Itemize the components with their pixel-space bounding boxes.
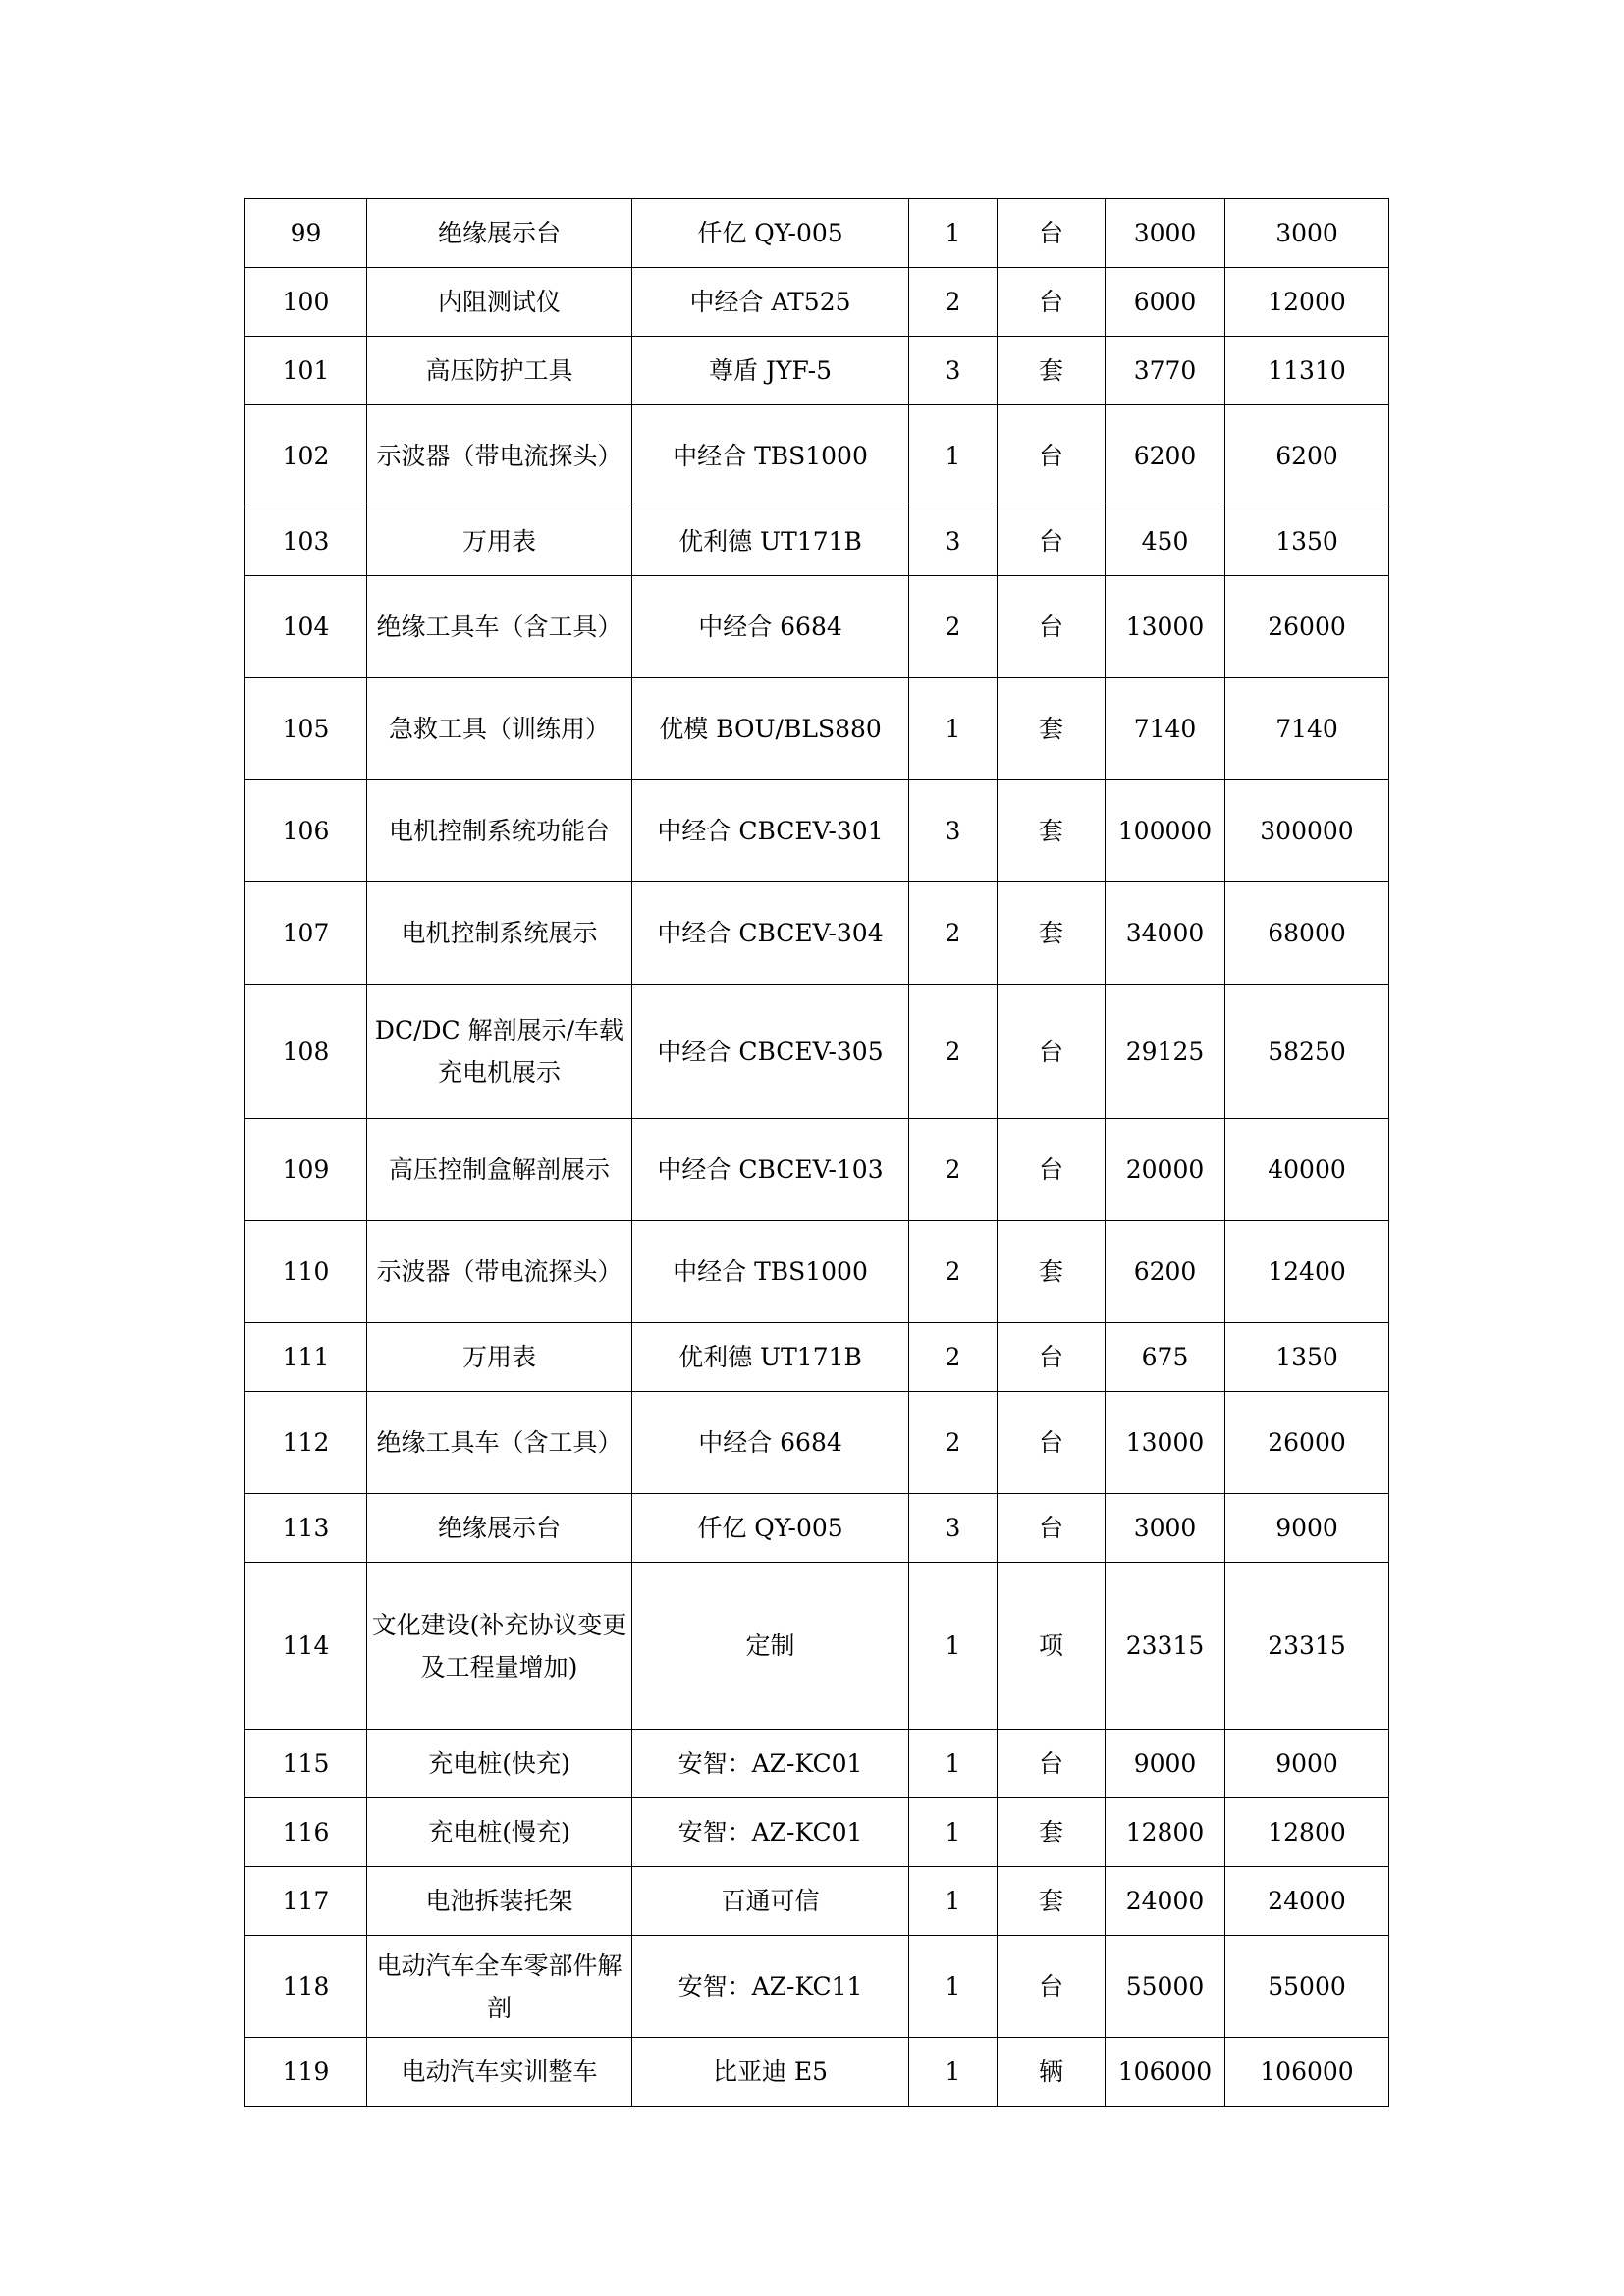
total-price-cell: 3000 bbox=[1225, 199, 1389, 268]
quantity-cell: 2 bbox=[909, 985, 998, 1119]
item-number-cell: 115 bbox=[245, 1730, 367, 1798]
brand-model-cell: 百通可信 bbox=[632, 1867, 909, 1936]
quantity-cell: 2 bbox=[909, 882, 998, 985]
total-price-cell: 12000 bbox=[1225, 268, 1389, 337]
item-name-cell: 绝缘工具车（含工具） bbox=[367, 576, 632, 678]
item-name-cell: 充电桩(快充) bbox=[367, 1730, 632, 1798]
brand-model-cell: 中经合 6684 bbox=[632, 576, 909, 678]
brand-model-cell: 定制 bbox=[632, 1563, 909, 1730]
unit-cell: 辆 bbox=[998, 2038, 1106, 2107]
item-number-cell: 114 bbox=[245, 1563, 367, 1730]
brand-model-cell: 比亚迪 E5 bbox=[632, 2038, 909, 2107]
total-price-cell: 12400 bbox=[1225, 1221, 1389, 1323]
unit-price-cell: 29125 bbox=[1106, 985, 1225, 1119]
item-number-cell: 103 bbox=[245, 507, 367, 576]
unit-price-cell: 23315 bbox=[1106, 1563, 1225, 1730]
quantity-cell: 1 bbox=[909, 1730, 998, 1798]
table-row bbox=[245, 1119, 1389, 1221]
table-row bbox=[245, 780, 1389, 882]
quantity-cell: 1 bbox=[909, 405, 998, 507]
unit-price-cell: 13000 bbox=[1106, 1392, 1225, 1494]
table-row bbox=[245, 882, 1389, 985]
unit-price-cell: 9000 bbox=[1106, 1730, 1225, 1798]
quantity-cell: 2 bbox=[909, 1119, 998, 1221]
item-name-cell: 高压防护工具 bbox=[367, 337, 632, 405]
unit-cell: 套 bbox=[998, 1221, 1106, 1323]
item-number-cell: 105 bbox=[245, 678, 367, 780]
quantity-cell: 3 bbox=[909, 337, 998, 405]
brand-model-cell: 中经合 CBCEV-103 bbox=[632, 1119, 909, 1221]
item-number-cell: 104 bbox=[245, 576, 367, 678]
table-row bbox=[245, 678, 1389, 780]
unit-price-cell: 3000 bbox=[1106, 199, 1225, 268]
brand-model-cell: 安智：AZ-KC01 bbox=[632, 1798, 909, 1867]
table-row bbox=[245, 576, 1389, 678]
unit-price-cell: 3000 bbox=[1106, 1494, 1225, 1563]
item-number-cell: 116 bbox=[245, 1798, 367, 1867]
unit-price-cell: 3770 bbox=[1106, 337, 1225, 405]
total-price-cell: 26000 bbox=[1225, 576, 1389, 678]
unit-cell: 套 bbox=[998, 882, 1106, 985]
item-name-cell: 高压控制盒解剖展示 bbox=[367, 1119, 632, 1221]
brand-model-cell: 中经合 CBCEV-304 bbox=[632, 882, 909, 985]
item-name-cell: 绝缘展示台 bbox=[367, 1494, 632, 1563]
item-number-cell: 99 bbox=[245, 199, 367, 268]
total-price-cell: 55000 bbox=[1225, 1936, 1389, 2038]
brand-model-cell: 中经合 CBCEV-301 bbox=[632, 780, 909, 882]
quantity-cell: 1 bbox=[909, 1798, 998, 1867]
item-name-cell: 万用表 bbox=[367, 507, 632, 576]
unit-price-cell: 20000 bbox=[1106, 1119, 1225, 1221]
unit-cell: 台 bbox=[998, 1730, 1106, 1798]
unit-price-cell: 106000 bbox=[1106, 2038, 1225, 2107]
unit-cell: 台 bbox=[998, 1936, 1106, 2038]
unit-price-cell: 450 bbox=[1106, 507, 1225, 576]
table-row bbox=[245, 405, 1389, 507]
total-price-cell: 24000 bbox=[1225, 1867, 1389, 1936]
unit-cell: 台 bbox=[998, 1119, 1106, 1221]
unit-cell: 台 bbox=[998, 199, 1106, 268]
unit-price-cell: 6000 bbox=[1106, 268, 1225, 337]
unit-cell: 台 bbox=[998, 1494, 1106, 1563]
brand-model-cell: 优模 BOU/BLS880 bbox=[632, 678, 909, 780]
unit-price-cell: 13000 bbox=[1106, 576, 1225, 678]
unit-cell: 台 bbox=[998, 576, 1106, 678]
item-number-cell: 106 bbox=[245, 780, 367, 882]
item-name-cell: 内阻测试仪 bbox=[367, 268, 632, 337]
unit-cell: 台 bbox=[998, 1323, 1106, 1392]
unit-cell: 套 bbox=[998, 337, 1106, 405]
item-number-cell: 108 bbox=[245, 985, 367, 1119]
unit-price-cell: 12800 bbox=[1106, 1798, 1225, 1867]
quantity-cell: 1 bbox=[909, 1936, 998, 2038]
quantity-cell: 2 bbox=[909, 1323, 998, 1392]
table-row bbox=[245, 199, 1389, 268]
brand-model-cell: 优利德 UT171B bbox=[632, 1323, 909, 1392]
table-row bbox=[245, 1494, 1389, 1563]
total-price-cell: 300000 bbox=[1225, 780, 1389, 882]
item-name-cell: 电机控制系统展示 bbox=[367, 882, 632, 985]
brand-model-cell: 仟亿 QY-005 bbox=[632, 199, 909, 268]
item-number-cell: 101 bbox=[245, 337, 367, 405]
item-name-cell: 充电桩(慢充) bbox=[367, 1798, 632, 1867]
table-row bbox=[245, 1323, 1389, 1392]
total-price-cell: 68000 bbox=[1225, 882, 1389, 985]
table-row bbox=[245, 985, 1389, 1119]
item-number-cell: 118 bbox=[245, 1936, 367, 2038]
item-number-cell: 111 bbox=[245, 1323, 367, 1392]
item-name-cell: 电机控制系统功能台 bbox=[367, 780, 632, 882]
brand-model-cell: 中经合 TBS1000 bbox=[632, 405, 909, 507]
item-name-cell: 电动汽车实训整车 bbox=[367, 2038, 632, 2107]
brand-model-cell: 优利德 UT171B bbox=[632, 507, 909, 576]
item-number-cell: 112 bbox=[245, 1392, 367, 1494]
item-name-cell: 万用表 bbox=[367, 1323, 632, 1392]
equipment-table bbox=[244, 198, 1389, 2107]
item-name-cell: 绝缘展示台 bbox=[367, 199, 632, 268]
item-name-cell: 电池拆装托架 bbox=[367, 1867, 632, 1936]
item-name-cell: 文化建设(补充协议变更及工程量增加) bbox=[367, 1563, 632, 1730]
total-price-cell: 23315 bbox=[1225, 1563, 1389, 1730]
quantity-cell: 3 bbox=[909, 780, 998, 882]
unit-price-cell: 100000 bbox=[1106, 780, 1225, 882]
brand-model-cell: 中经合 AT525 bbox=[632, 268, 909, 337]
table-row bbox=[245, 337, 1389, 405]
quantity-cell: 2 bbox=[909, 268, 998, 337]
total-price-cell: 58250 bbox=[1225, 985, 1389, 1119]
unit-cell: 台 bbox=[998, 268, 1106, 337]
unit-price-cell: 24000 bbox=[1106, 1867, 1225, 1936]
table-row bbox=[245, 1563, 1389, 1730]
total-price-cell: 106000 bbox=[1225, 2038, 1389, 2107]
item-number-cell: 110 bbox=[245, 1221, 367, 1323]
item-name-cell: 电动汽车全车零部件解剖 bbox=[367, 1936, 632, 2038]
table-row bbox=[245, 1867, 1389, 1936]
unit-cell: 台 bbox=[998, 1392, 1106, 1494]
quantity-cell: 2 bbox=[909, 576, 998, 678]
brand-model-cell: 仟亿 QY-005 bbox=[632, 1494, 909, 1563]
item-name-cell: DC/DC 解剖展示/车载充电机展示 bbox=[367, 985, 632, 1119]
quantity-cell: 1 bbox=[909, 1563, 998, 1730]
unit-price-cell: 675 bbox=[1106, 1323, 1225, 1392]
brand-model-cell: 中经合 6684 bbox=[632, 1392, 909, 1494]
unit-price-cell: 6200 bbox=[1106, 1221, 1225, 1323]
unit-cell: 台 bbox=[998, 507, 1106, 576]
table-row bbox=[245, 1392, 1389, 1494]
table-row bbox=[245, 2038, 1389, 2107]
table-row bbox=[245, 1730, 1389, 1798]
item-number-cell: 109 bbox=[245, 1119, 367, 1221]
unit-price-cell: 6200 bbox=[1106, 405, 1225, 507]
total-price-cell: 1350 bbox=[1225, 507, 1389, 576]
total-price-cell: 26000 bbox=[1225, 1392, 1389, 1494]
item-number-cell: 113 bbox=[245, 1494, 367, 1563]
total-price-cell: 9000 bbox=[1225, 1730, 1389, 1798]
item-number-cell: 102 bbox=[245, 405, 367, 507]
item-number-cell: 117 bbox=[245, 1867, 367, 1936]
unit-cell: 项 bbox=[998, 1563, 1106, 1730]
total-price-cell: 7140 bbox=[1225, 678, 1389, 780]
brand-model-cell: 中经合 CBCEV-305 bbox=[632, 985, 909, 1119]
unit-cell: 台 bbox=[998, 985, 1106, 1119]
quantity-cell: 3 bbox=[909, 1494, 998, 1563]
quantity-cell: 1 bbox=[909, 1867, 998, 1936]
unit-price-cell: 34000 bbox=[1106, 882, 1225, 985]
quantity-cell: 1 bbox=[909, 2038, 998, 2107]
brand-model-cell: 尊盾 JYF-5 bbox=[632, 337, 909, 405]
unit-cell: 套 bbox=[998, 780, 1106, 882]
quantity-cell: 2 bbox=[909, 1221, 998, 1323]
total-price-cell: 12800 bbox=[1225, 1798, 1389, 1867]
total-price-cell: 11310 bbox=[1225, 337, 1389, 405]
table-row bbox=[245, 1936, 1389, 2038]
unit-cell: 台 bbox=[998, 405, 1106, 507]
table-row bbox=[245, 1221, 1389, 1323]
quantity-cell: 2 bbox=[909, 1392, 998, 1494]
brand-model-cell: 安智：AZ-KC01 bbox=[632, 1730, 909, 1798]
total-price-cell: 1350 bbox=[1225, 1323, 1389, 1392]
item-name-cell: 绝缘工具车（含工具） bbox=[367, 1392, 632, 1494]
item-name-cell: 示波器（带电流探头） bbox=[367, 1221, 632, 1323]
unit-price-cell: 7140 bbox=[1106, 678, 1225, 780]
total-price-cell: 6200 bbox=[1225, 405, 1389, 507]
quantity-cell: 3 bbox=[909, 507, 998, 576]
unit-cell: 套 bbox=[998, 1867, 1106, 1936]
item-number-cell: 107 bbox=[245, 882, 367, 985]
item-number-cell: 100 bbox=[245, 268, 367, 337]
unit-cell: 套 bbox=[998, 1798, 1106, 1867]
unit-cell: 套 bbox=[998, 678, 1106, 780]
item-name-cell: 急救工具（训练用） bbox=[367, 678, 632, 780]
total-price-cell: 40000 bbox=[1225, 1119, 1389, 1221]
brand-model-cell: 中经合 TBS1000 bbox=[632, 1221, 909, 1323]
total-price-cell: 9000 bbox=[1225, 1494, 1389, 1563]
item-name-cell: 示波器（带电流探头） bbox=[367, 405, 632, 507]
brand-model-cell: 安智：AZ-KC11 bbox=[632, 1936, 909, 2038]
quantity-cell: 1 bbox=[909, 199, 998, 268]
unit-price-cell: 55000 bbox=[1106, 1936, 1225, 2038]
item-number-cell: 119 bbox=[245, 2038, 367, 2107]
quantity-cell: 1 bbox=[909, 678, 998, 780]
table-row bbox=[245, 507, 1389, 576]
table-row bbox=[245, 268, 1389, 337]
table-row bbox=[245, 1798, 1389, 1867]
